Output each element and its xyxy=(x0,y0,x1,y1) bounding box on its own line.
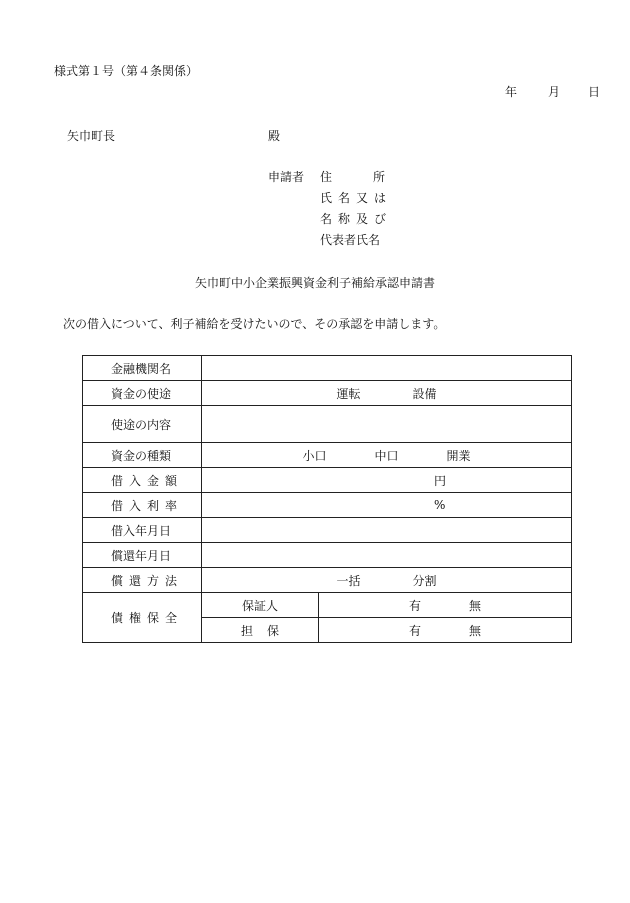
char: 額 xyxy=(164,473,177,488)
table-row xyxy=(83,568,572,593)
char: 担 xyxy=(241,623,254,638)
applicant-address-label-2: 所 xyxy=(373,170,386,184)
purpose-label: 資金の使途 xyxy=(83,381,202,406)
purpose-field[interactable] xyxy=(202,381,572,406)
collateral-field[interactable] xyxy=(319,618,572,643)
applicant-name-line-3 xyxy=(320,211,386,227)
char: 保 xyxy=(266,623,279,638)
table-row xyxy=(83,593,572,618)
char: 還 xyxy=(128,573,141,588)
body-text: 次の借入について、利子補給を受けたいので、その承認を申請します。 xyxy=(63,317,446,331)
char: 氏 xyxy=(320,191,333,205)
loan-date-label: 借入年月日 xyxy=(83,518,202,543)
option-operating[interactable]: 運転 xyxy=(336,386,361,401)
option-installment[interactable]: 分割 xyxy=(412,573,437,588)
fund-type-field[interactable] xyxy=(202,443,572,468)
char: 金 xyxy=(146,473,159,488)
guarantor-label: 保証人 xyxy=(202,593,319,618)
addressee-name: 矢巾町長 xyxy=(67,129,116,143)
applicant-name-line-2 xyxy=(320,190,386,206)
char: 借 xyxy=(111,473,124,488)
option-equipment[interactable]: 設備 xyxy=(412,386,437,401)
institution-field[interactable] xyxy=(202,356,572,381)
purpose-detail-label: 使途の内容 xyxy=(83,406,202,443)
rate-label xyxy=(83,493,202,518)
rate-field[interactable] xyxy=(202,493,572,518)
date-month-label: 月 xyxy=(548,85,561,99)
char: 保 xyxy=(146,611,159,625)
option-guarantor-no[interactable]: 無 xyxy=(469,598,482,613)
char: 名 xyxy=(320,212,333,226)
option-collateral-no[interactable]: 無 xyxy=(469,623,482,638)
repay-method-label xyxy=(83,568,202,593)
char: 権 xyxy=(128,611,141,625)
purpose-detail-field[interactable] xyxy=(202,406,572,443)
char: 名 xyxy=(337,191,350,205)
option-lump-sum[interactable]: 一括 xyxy=(336,573,361,588)
table-row xyxy=(83,406,572,443)
date-day-label: 日 xyxy=(588,85,601,99)
yen-unit: 円 xyxy=(434,473,447,488)
char: は xyxy=(373,191,386,205)
percent-unit: % xyxy=(434,498,446,512)
char: 利 xyxy=(146,498,159,513)
table-row xyxy=(83,518,572,543)
repay-date-field[interactable] xyxy=(202,543,572,568)
security-label xyxy=(83,593,202,643)
table-row xyxy=(83,468,572,493)
table-row xyxy=(83,443,572,468)
table-row xyxy=(83,493,572,518)
char: 償 xyxy=(111,573,124,588)
char: 借 xyxy=(111,498,124,513)
applicant-label: 申請者 xyxy=(268,170,305,184)
char: 入 xyxy=(128,473,141,488)
table-row xyxy=(83,356,572,381)
applicant-representative-label: 代表者氏名 xyxy=(320,233,381,247)
char: 全 xyxy=(164,611,177,625)
char: び xyxy=(373,212,386,226)
char: 入 xyxy=(128,498,141,513)
char: 称 xyxy=(337,212,350,226)
amount-label xyxy=(83,468,202,493)
date-year-label: 年 xyxy=(505,85,518,99)
amount-field[interactable] xyxy=(202,468,572,493)
repay-date-label: 償還年月日 xyxy=(83,543,202,568)
addressee-honorific: 殿 xyxy=(268,129,281,143)
table-row xyxy=(83,381,572,406)
collateral-label xyxy=(202,618,319,643)
repay-method-field[interactable] xyxy=(202,568,572,593)
form-number-label: 様式第１号（第４条関係） xyxy=(54,64,199,78)
option-guarantor-yes[interactable]: 有 xyxy=(408,598,421,613)
option-small[interactable]: 小口 xyxy=(302,448,327,463)
option-medium[interactable]: 中口 xyxy=(374,448,399,463)
char: 率 xyxy=(164,498,177,513)
char: 及 xyxy=(355,212,368,226)
option-startup[interactable]: 開業 xyxy=(446,448,471,463)
char: 方 xyxy=(146,573,159,588)
loan-date-field[interactable] xyxy=(202,518,572,543)
option-collateral-yes[interactable]: 有 xyxy=(408,623,421,638)
application-table xyxy=(82,355,572,643)
char: 又 xyxy=(355,191,368,205)
document-title: 矢巾町中小企業振興資金利子補給承認申請書 xyxy=(194,276,435,290)
char: 債 xyxy=(111,611,124,625)
char: 法 xyxy=(164,573,177,588)
applicant-address-label-1: 住 xyxy=(320,170,333,184)
institution-label: 金融機関名 xyxy=(83,356,202,381)
guarantor-field[interactable] xyxy=(319,593,572,618)
table-row xyxy=(83,543,572,568)
fund-type-label: 資金の種類 xyxy=(83,443,202,468)
